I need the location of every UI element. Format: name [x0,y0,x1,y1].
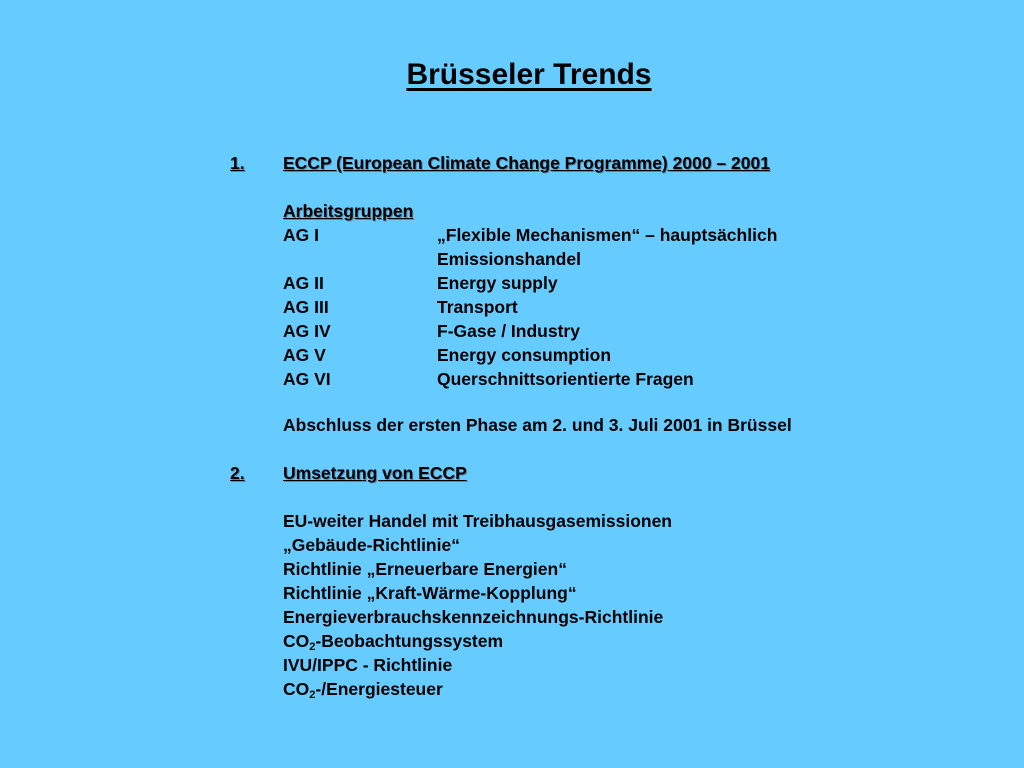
section-1-number: 1. [230,153,245,173]
group-topic: Emissionshandel [437,249,581,269]
co2-suffix: -Beobachtungssystem [315,631,504,651]
group-code: AG I [283,225,319,245]
group-code: AG VI [283,369,331,389]
co2-tax-item [283,678,443,700]
co2-prefix: CO [283,679,310,699]
slide-title: Brüsseler Trends [406,58,652,91]
list-item-text: EU-weiter Handel mit Treibhausgasemissionen [283,511,672,531]
arbeitsgruppen-heading: Arbeitsgruppen [283,201,414,221]
co2-subscript: 2 [309,689,316,701]
section-1-heading: ECCP (European Climate Change Programme) 2000 – 2001 [283,153,770,173]
co2-observation-item [283,630,503,652]
group-topic: Energy consumption [437,345,612,365]
list-item-text: Richtlinie „Kraft-Wärme-Kopplung“ [283,583,577,603]
co2-subscript: 2 [309,641,316,653]
section-2-number: 2. [230,463,245,483]
group-code: AG II [283,273,324,293]
ivu-item: IVU/IPPC - Richtlinie [283,655,453,675]
group-code: AG III [283,297,329,317]
group-topic: „Flexible Mechanismen“ – hauptsächlich [437,225,778,245]
group-topic: Transport [437,297,518,317]
list-item-text: „Gebäude-Richtlinie“ [283,535,460,555]
group-topic: Querschnittsorientierte Fragen [437,369,694,389]
group-code: AG V [283,345,326,365]
co2-prefix: CO [283,631,310,651]
list-item-text: Energieverbrauchskennzeichnungs-Richtlinie [283,607,664,627]
co2-suffix: -/Energiesteuer [315,679,443,699]
group-code: AG IV [283,321,331,341]
list-item-text: Richtlinie „Erneuerbare Energien“ [283,559,567,579]
phase-closing-text: Abschluss der ersten Phase am 2. und 3. Juli 2001 in Brüssel [283,415,792,435]
section-2-heading: Umsetzung von ECCP [283,463,467,483]
group-topic: Energy supply [437,273,558,293]
group-topic: F-Gase / Industry [437,321,580,341]
